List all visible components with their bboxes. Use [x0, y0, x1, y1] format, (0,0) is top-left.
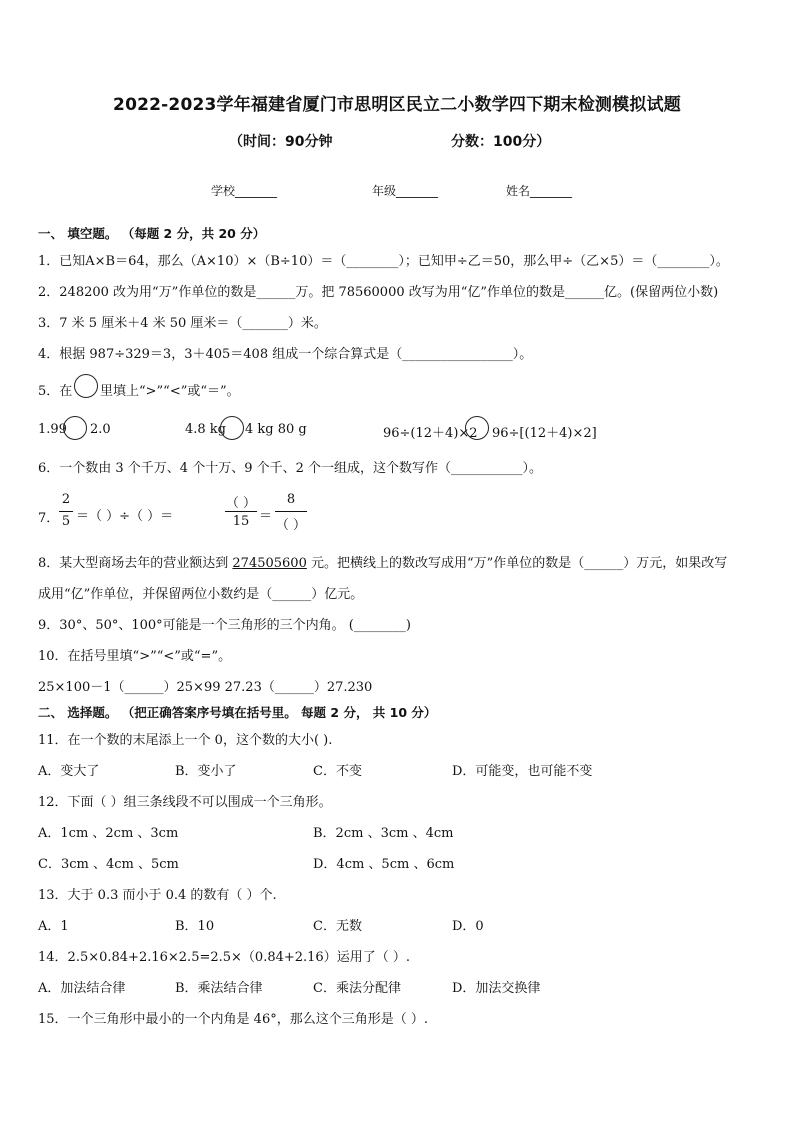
answer-circle[interactable] [63, 416, 87, 440]
fraction-numerator: （ ） [225, 496, 257, 511]
q5-item2-right: 4 kg 80 g [245, 422, 307, 437]
option-c[interactable]: C．乘法分配律 [313, 981, 401, 996]
question-10: 10．在括号里填“>”“<”或“=”。 [38, 649, 232, 664]
answer-circle[interactable] [465, 416, 489, 440]
option-b[interactable]: B．2cm 、3cm 、4cm [313, 826, 454, 841]
question-10-items: 25×100－1（______）25×99 27.23（______）27.230 [38, 680, 373, 695]
question-9: 9．30°、50°、100°可能是一个三角形的三个内角。 (________) [38, 618, 411, 633]
question-2: 2．248200 改为用“万”作单位的数是______万。把 78560000 改写为用“亿”作单位的数是______亿。(保留两位小数) [38, 285, 719, 300]
school-field: 学校_______ [211, 184, 278, 198]
question-8-underlined-number: 274505600 [232, 556, 307, 571]
option-d[interactable]: D．0 [452, 919, 484, 934]
question-7-number: 7． [38, 511, 60, 526]
fraction-bar [59, 511, 73, 512]
question-8 [38, 552, 727, 571]
question-5-prefix: 5．在 [38, 384, 73, 399]
fraction-denominator: （ ） [275, 518, 307, 533]
option-a[interactable]: A．1 [38, 919, 69, 934]
question-8-continued: 成用“亿”作单位，并保留两位小数约是（______）亿元。 [38, 587, 364, 602]
fraction-bar [225, 511, 257, 512]
question-6: 6．一个数由 3 个千万、4 个十万、9 个千、2 个一组成，这个数写作（___________）。 [38, 461, 543, 476]
name-field: 姓名_______ [506, 184, 573, 198]
fraction-denominator: 5 [61, 514, 71, 529]
score-label: 分数：100分） [451, 134, 551, 150]
q5-item3-right: 96÷[(12＋4)×2] [492, 426, 597, 441]
question-1: 1．已知A×B＝64，那么（A×10）×（B÷10）＝（________）；已知甲÷乙＝50，那么甲÷（乙×5）＝（________）。 [38, 254, 729, 269]
question-12: 12．下面（ ）组三条线段不可以围成一个三角形。 [38, 795, 332, 810]
fraction-denominator: 15 [232, 514, 250, 529]
equals-sign: ＝ [259, 509, 273, 524]
q5-item1-right: 2.0 [90, 422, 111, 437]
time-label: （时间：90分钟 [229, 134, 333, 150]
option-a[interactable]: A．加法结合律 [38, 981, 126, 996]
question-14: 14．2.5×0.84+2.16×2.5=2.5×（0.84+2.16）运用了（ ）. [38, 950, 410, 965]
circle-icon [74, 374, 98, 398]
section2-heading: 二、 选择题。 （把正确答案序号填在括号里。 每题 2 分， 共 10 分） [38, 705, 437, 720]
q5-item3-left: 96÷(12＋4)×2 [383, 426, 478, 441]
option-d[interactable]: D．加法交换律 [452, 981, 541, 996]
fraction-numerator: 8 [286, 492, 296, 507]
answer-circle[interactable] [220, 416, 244, 440]
question-11: 11．在一个数的末尾添上一个 0，这个数的大小( ). [38, 733, 333, 748]
question-13: 13．大于 0.3 而小于 0.4 的数有（ ）个. [38, 888, 277, 903]
q5-item2-left: 4.8 kg [185, 422, 227, 437]
question-8-text-b: 元。把横线上的数改写成用“万”作单位的数是（______）万元，如果改写 [306, 556, 728, 571]
fraction-bar [275, 511, 307, 512]
question-8-text-a: 8．某大型商场去年的营业额达到 [38, 556, 233, 571]
option-c[interactable]: C．不变 [313, 764, 362, 779]
fraction-numerator: 2 [61, 492, 71, 507]
page-title: 2022-2023学年福建省厦门市思明区民立二小数学四下期末检测模拟试题 [113, 95, 681, 115]
question-15: 15．一个三角形中最小的一个内角是 46°，那么这个三角形是（ ）. [38, 1012, 428, 1027]
question-3: 3．7 米 5 厘米＋4 米 50 厘米＝（_______）米。 [38, 316, 327, 331]
option-b[interactable]: B．乘法结合律 [175, 981, 263, 996]
q5-item1-left: 1.99 [38, 422, 67, 437]
option-c[interactable]: C．3cm 、4cm 、5cm [38, 857, 179, 872]
question-7-middle: ＝（ ）÷（ ）＝ [76, 509, 174, 524]
option-b[interactable]: B．10 [175, 919, 215, 934]
option-c[interactable]: C．无数 [313, 919, 362, 934]
question-4: 4．根据 987÷329＝3，3＋405＝408 组成一个综合算式是（_________________）。 [38, 347, 533, 362]
question-5-text: 里填上“>”“<”或“＝”。 [100, 384, 240, 399]
option-b[interactable]: B．变小了 [175, 764, 237, 779]
option-a[interactable]: A．1cm 、2cm 、3cm [38, 826, 179, 841]
option-d[interactable]: D．4cm 、5cm 、6cm [313, 857, 455, 872]
grade-field: 年级_______ [372, 184, 439, 198]
option-a[interactable]: A．变大了 [38, 764, 100, 779]
option-d[interactable]: D．可能变，也可能不变 [452, 764, 593, 779]
section1-heading: 一、 填空题。 （每题 2 分，共 20 分） [38, 226, 266, 241]
